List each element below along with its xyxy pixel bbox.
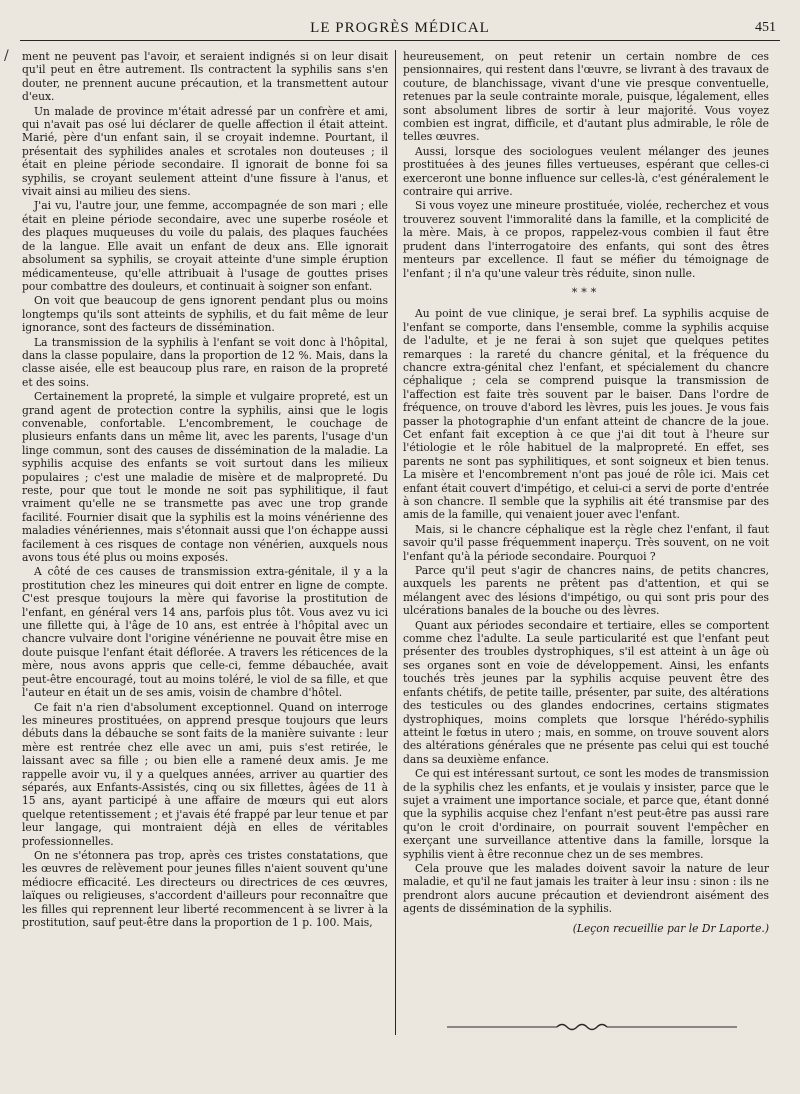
paragraph: Au point de vue clinique, je serai bref. La syphilis acquise de l'enfant se comporte, dans l'ensemble, comme la syphilis acquise de l'adulte, et je ne ferai à son sujet que quelques petites remarques : la rareté du chancre génital, et la fréquence du chancre extra-génital chez l'enfant, et spécialement du chancre céphalique ; cela se comprend puisque la transmission de l'affection est faite très souvent par le baiser. Dans l'ordre de fréquence, on trouve d'abord les lèvres, puis les joues. Je vous fais passer la photographie d'un enfant atteint de chancre de la joue. Cet enfant fait exception à ce que j'ai dit tout à l'heure sur l'étiologie et le rôle habituel de la malpropreté. En effet, ses parents ne sont pas syphilitiques, et sont soigneux et bien tenus. La misère et l'encombrement n'ont pas joué de rôle ici. Mais cet enfant était couvert d'impétigo, et celui-ci a servi de porte d'entrée à son chancre. Il semble que la syphilis ait été transmise par des amis de la famille, qui venaient jouer avec l'enfant. bbox=[403, 307, 769, 522]
section-separator-stars: *** bbox=[571, 285, 601, 299]
right-column bbox=[403, 50, 769, 1050]
page-number: 451 bbox=[755, 20, 776, 35]
left-column bbox=[22, 50, 388, 1050]
paragraph: Quant aux périodes secondaire et tertiaire, elles se comportent comme chez l'adulte. La seule particularité est que l'enfant peut présenter des troubles dystrophiques, s'il est atteint à un âge où ses organes sont en voie de développement. Ainsi, les enfants touchés très jeunes par la syphilis acquise peuvent être des enfants chétifs, de petite taille, présenter, par suite, des altérations des testicules ou des glandes endocrines, certains stigmates dystrophiques, moins complets que lorsque l'hérédo-syphilis atteint le fœtus in utero ; mais, en somme, on trouve souvent alors des altérations générales que ne présente pas celui qui est touché dans sa deuxième enfance. bbox=[403, 618, 769, 766]
paragraph: On ne s'étonnera pas trop, après ces tristes constatations, que les œuvres de relèvement pour jeunes filles n'aient souvent qu'une médiocre efficacité. Les directeurs ou directrices de ces œuvres, laïques ou religieuses, s'accordent d'ailleurs pour reconnaître que les filles qui reprennent leur liberté recommencent à se livrer à la prostitution, sauf peut-être dans la proportion de 1 p. 100. Mais, bbox=[22, 848, 388, 929]
paragraph: Si vous voyez une mineure prostituée, violée, recherchez et vous trouverez souvent l'immoralité dans la famille, et la complicité de la mère. Mais, à ce propos, rappelez-vous combien il faut être prudent dans l'interrogatoire des enfants, qui sont des êtres menteurs par excellence. Il faut se méfier du témoignage de l'enfant ; il n'a qu'une valeur très réduite, sinon nulle. bbox=[403, 199, 769, 280]
paragraph: Cela prouve que les malades doivent savoir la nature de leur maladie, et qu'il ne faut jamais les traiter à leur insu : sinon : ils ne prendront alors aucune précaution et deviendront aisément des agents de dissémination de la syphilis. bbox=[403, 861, 769, 916]
paragraph: A côté de ces causes de transmission extra-génitale, il y a la prostitution chez les mineures qui doit entrer en ligne de compte. C'est presque toujours la mère qui favorise la prostitution de l'enfant, en général vers 14 ans, parfois plus tôt. Vous avez vu ici une fillette qui, à l'âge de 10 ans, est entrée à l'hôpital avec un chancre vulvaire dont l'origine vénérienne ne pouvait être mise en doute puisque l'enfant était déflorée. A travers les réticences de la mère, nous avons appris que celle-ci, femme débauchée, avait peut-être encouragé, tout au moins toléré, le viol de sa fille, et que l'auteur en était un de ses amis, voisin de chambre d'hôtel. bbox=[22, 565, 388, 700]
signature-line: (Leçon recueillie par le Dr Laporte.) bbox=[572, 921, 769, 935]
column-divider bbox=[395, 50, 396, 1035]
journal-title: LE PROGRÈS MÉDICAL bbox=[310, 20, 490, 36]
paragraph: Certainement la propreté, la simple et vulgaire propreté, est un grand agent de protection contre la syphilis, ainsi que le logis convenable, confortable. L'encombrement, le couchage de plusieurs enfants dans un même lit, avec les parents, l'usage d'un linge commun, sont des causes de dissémination de la maladie. La syphilis acquise des enfants se voit surtout dans les milieux populaires ; c'est une maladie de misère et de malpropreté. Du reste, pour que tout le monde ne soit pas syphilitique, il faut vraiment qu'elle ne se transmette pas avec une trop grande facilité. Fournier disait que la syphilis est la moins vénérienne des maladies vénériennes, mais s'étonnait aussi que l'on échappe aussi facilement à ces risques de contage non vénérien, auxquels nous avons tous été plus ou moins exposés. bbox=[22, 390, 388, 565]
paragraph: On voit que beaucoup de gens ignorent pendant plus ou moins longtemps qu'ils sont atteints de syphilis, et du fait même de leur ignorance, sont des facteurs de dissémination. bbox=[22, 294, 388, 335]
paragraph: Un malade de province m'était adressé par un confrère et ami, qui n'avait pas osé lui déclarer de quelle affection il était atteint. Marié, père d'un enfant sain, il se croyait indemne. Pourtant, il présentait des syphilides anales et scrotales non douteuses ; il était en pleine période secondaire. Il ignorait de bonne foi sa syphilis, se croyant seulement atteint d'une fissure à l'anus, et vivait ainsi au milieu des siens. bbox=[22, 104, 388, 199]
paragraph: Mais, si le chancre céphalique est la règle chez l'enfant, il faut savoir qu'il passe fréquemment inaperçu. Très souvent, on ne voit l'enfant qu'à la période secondaire. Pourquoi ? bbox=[403, 522, 769, 563]
paragraph: La transmission de la syphilis à l'enfant se voit donc à l'hôpital, dans la classe populaire, dans la proportion de 12 %. Mais, dans la classe aisée, elle est beaucoup plus rare, en raison de la propreté et des soins. bbox=[22, 335, 388, 389]
ornamental-rule bbox=[447, 1022, 737, 1032]
margin-mark: / bbox=[4, 48, 9, 64]
paragraph: ment ne peuvent pas l'avoir, et seraient indignés si on leur disait qu'il peut en être autrement. Ils contractent la syphilis sans s'en douter, ne prennent aucune précaution, et la transmettent autour d'eux. bbox=[22, 50, 388, 104]
paragraph: Aussi, lorsque des sociologues veulent mélanger des jeunes prostituées à des jeunes filles vertueuses, espérant que celles-ci exerceront une bonne influence sur celles-là, c'est généralement le contraire qui arrive. bbox=[403, 144, 769, 199]
paragraph: Ce fait n'a rien d'absolument exceptionnel. Quand on interroge les mineures prostituées, on apprend presque toujours que leurs débuts dans la débauche se sont faits de la manière suivante : leur mère est rentrée chez elle avec un ami, puis s'est retirée, le laissant avec sa fille ; ou bien elle a ramené deux amis. Je me rappelle avoir vu, il y a quelques années, arriver au quartier des séparés, aux Enfants-Assistés, cinq ou six fillettes, âgées de 11 à 15 ans, ayant participé à une affaire de mœurs qui eut alors quelque retentissement ; et j'avais été frappé par leur tenue et par leur langage, qui montraient déjà en elles de véritables professionnelles. bbox=[22, 700, 388, 848]
running-header bbox=[20, 14, 780, 41]
paragraph: heureusement, on peut retenir un certain nombre de ces pensionnaires, qui restent dans l'œuvre, se livrant à des travaux de couture, de blanchissage, vivant d'une vie presque conventuelle, retenues par la seule contrainte morale, puisque, légalement, elles sont absolument libres de sortir à leur majorité. Vous voyez combien est ingrat, difficile, et d'autant plus admirable, le rôle de telles œuvres. bbox=[403, 50, 769, 144]
paragraph: J'ai vu, l'autre jour, une femme, accompagnée de son mari ; elle était en pleine période secondaire, avec une superbe roséole et des plaques muqueuses du voile du palais, des plaques fauchées de la langue. Elle avait un enfant de deux ans. Elle ignorait absolument sa syphilis, se croyait atteinte d'une simple éruption médicamenteuse, qu'elle attribuait à l'usage de gouttes prises pour combattre des douleurs, et continuait à soigner son enfant. bbox=[22, 199, 388, 293]
paragraph: Parce qu'il peut s'agir de chancres nains, de petits chancres, auxquels les parents ne prêtent pas d'attention, et qui se mélangent avec des lésions d'impétigo, ou qui sont pris pour des ulcérations banales de la bouche ou des lèvres. bbox=[403, 564, 769, 618]
paragraph: Ce qui est intéressant surtout, ce sont les modes de transmission de la syphilis chez les enfants, et je voulais y insister, parce que le sujet a vraiment une importance sociale, et parce que, étant donné que la syphilis acquise chez l'enfant n'est peut-être pas aussi rare qu'on le croit d'ordinaire, on pourrait souvent l'empêcher en exerçant une surveillance attentive dans la famille, lorsque la syphilis vient à être reconnue chez un de ses membres. bbox=[403, 767, 769, 861]
